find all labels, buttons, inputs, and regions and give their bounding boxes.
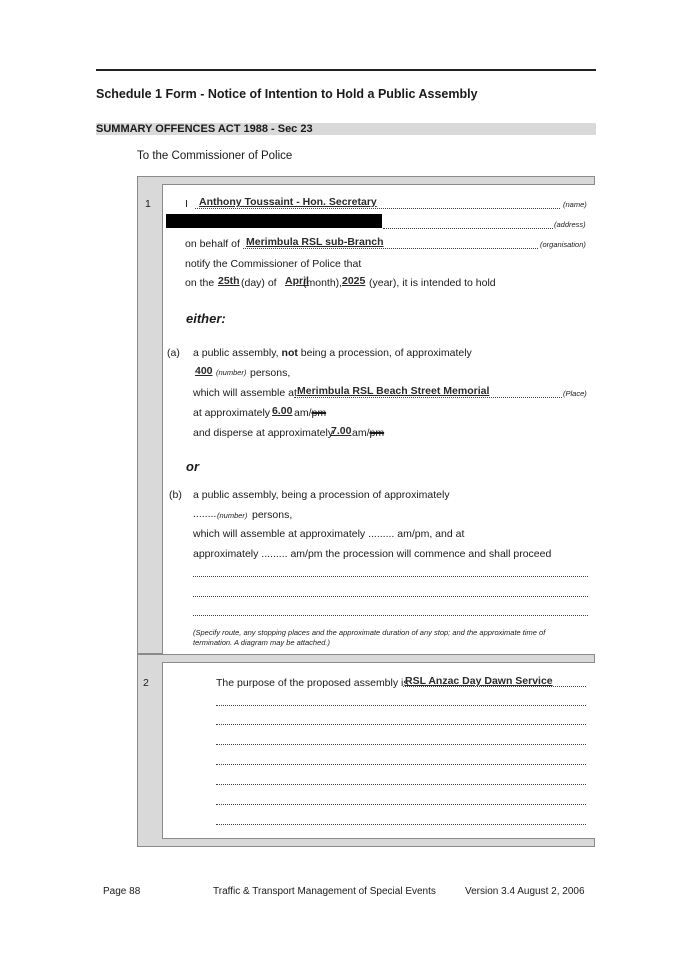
top-rule	[96, 69, 596, 71]
purpose-field[interactable]: RSL Anzac Day Dawn Service	[405, 675, 553, 687]
footer-page: Page 88	[103, 886, 141, 897]
procession-commence: approximately ......... am/pm the procession will commence and shall proceed	[193, 548, 552, 560]
route-line-2[interactable]	[193, 596, 588, 597]
disperse-time-field[interactable]: 7.00	[331, 425, 352, 437]
address-line	[383, 228, 553, 229]
org-note: (organisation)	[540, 240, 586, 249]
name-note: (name)	[563, 200, 587, 209]
month-label: (month),	[303, 277, 343, 289]
section-2-number: 2	[143, 677, 149, 689]
disperse-label: and disperse at approximately	[193, 427, 334, 439]
addressee: To the Commissioner of Police	[137, 150, 293, 162]
name-line	[195, 208, 560, 209]
year-field[interactable]: 2025	[342, 275, 366, 287]
disperse-am: am/	[352, 427, 370, 439]
place-field[interactable]: Merimbula RSL Beach Street Memorial	[297, 385, 490, 397]
purpose-line-8[interactable]	[216, 824, 586, 825]
route-line-3[interactable]	[193, 615, 588, 616]
purpose-line-4[interactable]	[216, 744, 586, 745]
assemble-pm-struck: pm	[311, 407, 327, 419]
route-note-2: termination. A diagram may be attached.)	[193, 638, 331, 647]
section-1-number: 1	[145, 198, 151, 210]
notify-text: notify the Commissioner of Police that	[185, 258, 362, 270]
address-note: (address)	[554, 220, 586, 229]
option-a-text-1: a public assembly,	[193, 347, 279, 359]
purpose-label: The purpose of the proposed assembly is	[216, 677, 409, 689]
place-line	[294, 397, 562, 398]
day-label: (day) of	[241, 277, 277, 289]
or-heading: or	[186, 459, 199, 474]
option-a-not: not	[281, 347, 298, 359]
act-heading: SUMMARY OFFENCES ACT 1988 - Sec 23	[96, 123, 313, 135]
form-title: Schedule 1 Form - Notice of Intention to Hold a Public Assembly	[96, 87, 478, 101]
purpose-line-2[interactable]	[216, 705, 586, 706]
purpose-line-5[interactable]	[216, 764, 586, 765]
option-b-label: (b)	[169, 489, 182, 501]
either-heading: either:	[186, 311, 226, 326]
route-line-1[interactable]	[193, 576, 588, 577]
day-field[interactable]: 25th	[218, 275, 240, 287]
assemble-am: am/	[294, 407, 312, 419]
procession-persons: persons,	[252, 509, 293, 521]
attendance-number-field[interactable]: 400	[195, 365, 213, 377]
option-a-label: (a)	[167, 347, 180, 359]
assemble-time-field[interactable]: 6.00	[272, 405, 293, 417]
purpose-line-3[interactable]	[216, 724, 586, 725]
organisation-field[interactable]: Merimbula RSL sub-Branch	[246, 236, 384, 248]
procession-assemble: which will assemble at approximately ......... am/pm, and at	[193, 528, 465, 540]
org-line	[243, 248, 538, 249]
name-field[interactable]: Anthony Toussaint - Hon. Secretary	[199, 196, 377, 208]
option-b-text: a public assembly, being a procession of approximately	[193, 489, 450, 501]
route-note-1: (Specify route, any stopping places and the approximate duration of any stop; and the approximate time of	[193, 628, 546, 637]
footer-doc-title: Traffic & Transport Management of Special Events	[213, 886, 436, 897]
procession-number-blank[interactable]: ........	[193, 508, 217, 520]
persons-label: persons,	[250, 367, 291, 379]
option-a-text	[193, 347, 472, 359]
place-note: (Place)	[563, 389, 587, 398]
section-1-content	[162, 184, 595, 654]
option-a-text-2: being a procession, of approximately	[300, 347, 472, 359]
behalf-label: on behalf of	[185, 238, 240, 250]
assemble-label: which will assemble at	[193, 387, 297, 399]
disperse-pm-struck: pm	[369, 427, 385, 439]
year-label: (year), it is intended to hold	[369, 277, 496, 289]
at-approx-label: at approximately	[193, 407, 271, 419]
i-label: I	[185, 198, 188, 210]
footer-version: Version 3.4 August 2, 2006	[465, 886, 585, 897]
purpose-line-6[interactable]	[216, 784, 586, 785]
procession-number-note: (number)	[217, 511, 248, 520]
redacted-address	[166, 214, 382, 228]
number-note: (number)	[216, 368, 247, 377]
on-the-label: on the	[185, 277, 215, 289]
month-field[interactable]: April	[285, 275, 309, 287]
purpose-line-7[interactable]	[216, 804, 586, 805]
